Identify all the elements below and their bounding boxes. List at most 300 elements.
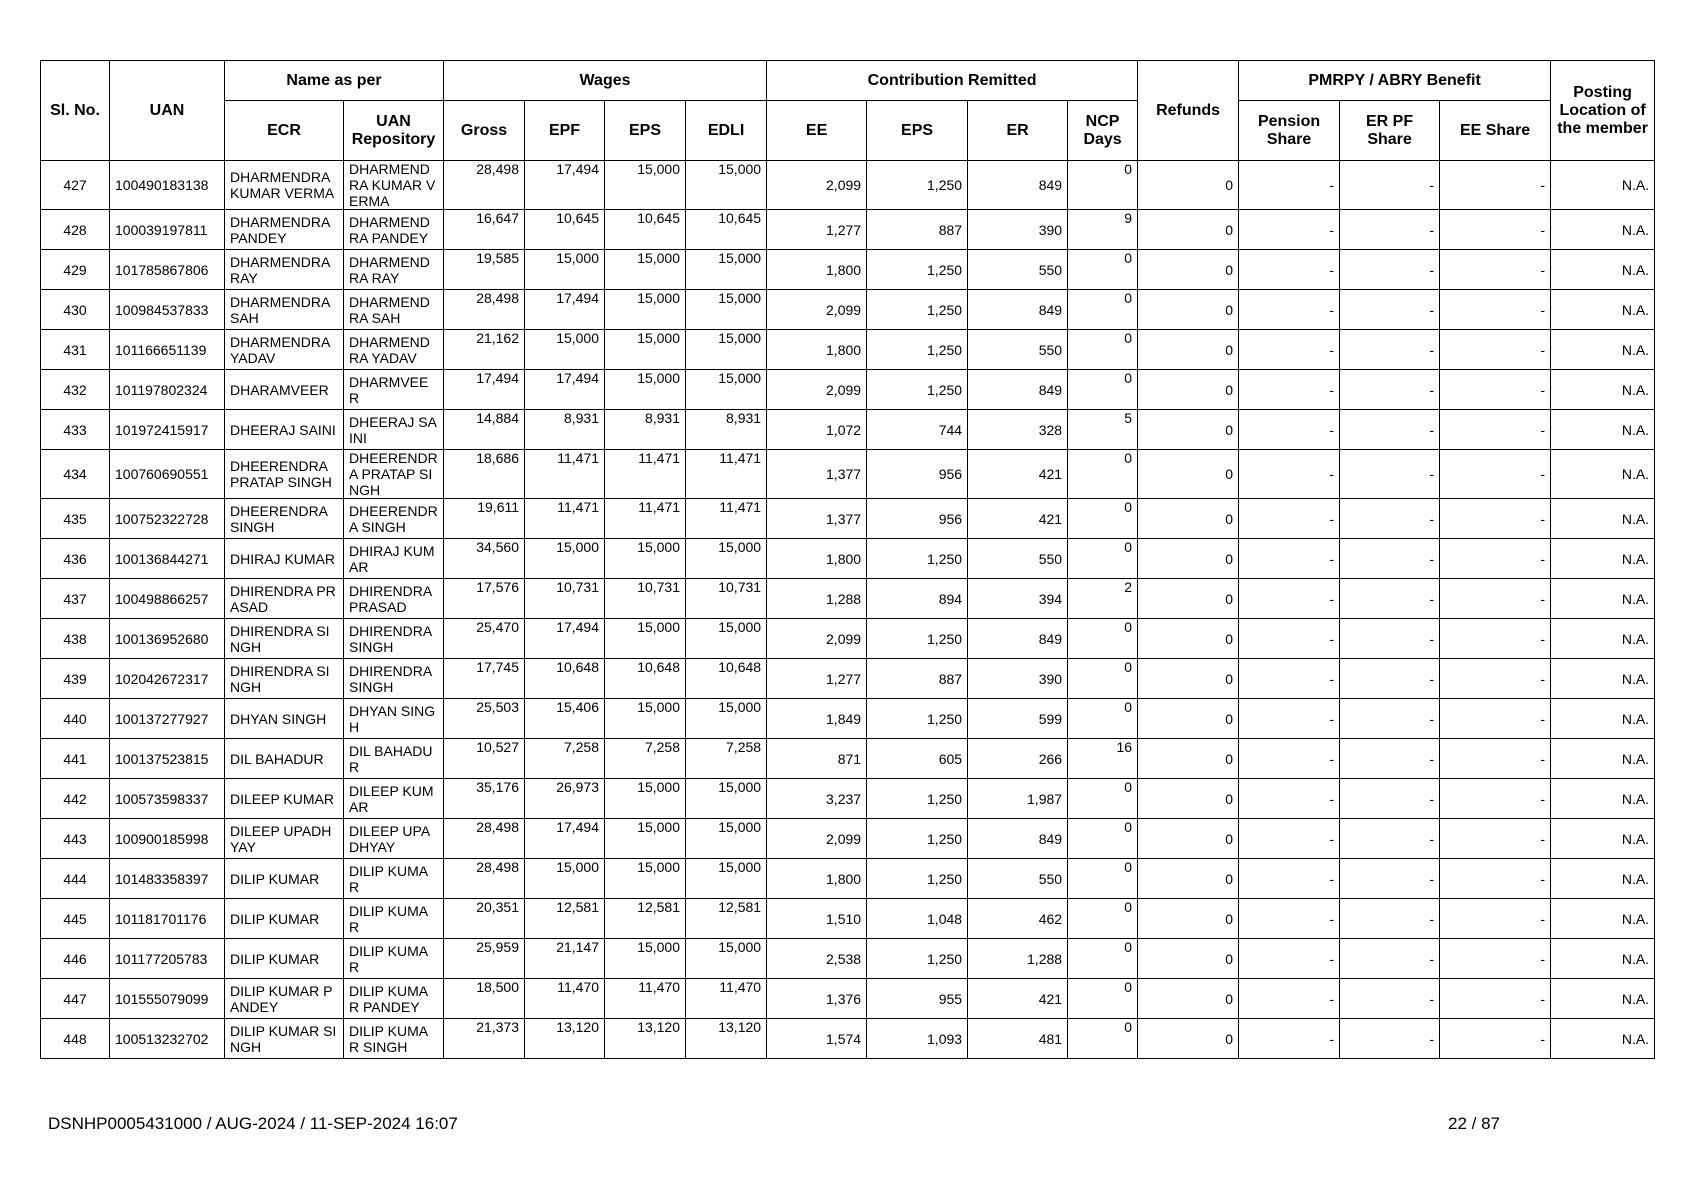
cell-ee: 1,377	[767, 450, 867, 499]
cell-contrib-eps: 605	[867, 739, 968, 779]
cell-eps: 15,000	[605, 819, 686, 859]
cell-ee: 1,800	[767, 859, 867, 899]
cell-edli: 7,258	[686, 739, 767, 779]
cell-ncp-days: 0	[1068, 939, 1138, 979]
cell-sl-no: 445	[41, 899, 110, 939]
cell-ee: 1,288	[767, 579, 867, 619]
cell-ecr-name: DHIRENDRA PRASAD	[225, 579, 344, 619]
cell-er: 550	[968, 330, 1068, 370]
cell-er: 550	[968, 859, 1068, 899]
cell-ee: 2,099	[767, 290, 867, 330]
cell-ncp-days: 0	[1068, 370, 1138, 410]
cell-pension-share: -	[1239, 699, 1340, 739]
cell-refunds: 0	[1138, 979, 1239, 1019]
cell-eps: 11,470	[605, 979, 686, 1019]
cell-ee-share: -	[1440, 739, 1551, 779]
cell-gross: 10,527	[444, 739, 525, 779]
cell-ee: 1,574	[767, 1019, 867, 1059]
cell-edli: 15,000	[686, 539, 767, 579]
cell-refunds: 0	[1138, 330, 1239, 370]
cell-er: 849	[968, 290, 1068, 330]
group-pmrpy-abry: PMRPY / ABRY Benefit	[1239, 61, 1551, 101]
cell-edli: 15,000	[686, 939, 767, 979]
cell-ecr-name: DHARMENDRA PANDEY	[225, 210, 344, 250]
cell-pension-share: -	[1239, 739, 1340, 779]
cell-er-pf-share: -	[1340, 410, 1440, 450]
cell-edli: 11,471	[686, 450, 767, 499]
cell-pension-share: -	[1239, 659, 1340, 699]
cell-gross: 28,498	[444, 819, 525, 859]
cell-refunds: 0	[1138, 410, 1239, 450]
cell-ecr-name: DHARMENDRA YADAV	[225, 330, 344, 370]
col-pension-share: Pension Share	[1239, 101, 1340, 161]
cell-refunds: 0	[1138, 290, 1239, 330]
cell-pension-share: -	[1239, 210, 1340, 250]
col-edli: EDLI	[686, 101, 767, 161]
cell-uan-repository-name: DHARMENDRA PANDEY	[344, 210, 444, 250]
cell-edli: 15,000	[686, 330, 767, 370]
cell-ee: 1,277	[767, 210, 867, 250]
cell-ee: 1,376	[767, 979, 867, 1019]
cell-posting-location: N.A.	[1551, 699, 1655, 739]
cell-gross: 18,500	[444, 979, 525, 1019]
cell-pension-share: -	[1239, 1019, 1340, 1059]
cell-uan-repository-name: DHIRENDRA SINGH	[344, 619, 444, 659]
cell-ncp-days: 9	[1068, 210, 1138, 250]
col-ncp-days: NCP Days	[1068, 101, 1138, 161]
cell-epf: 10,645	[525, 210, 605, 250]
cell-eps: 12,581	[605, 899, 686, 939]
col-eps: EPS	[605, 101, 686, 161]
table-row	[41, 161, 1655, 210]
cell-edli: 8,931	[686, 410, 767, 450]
cell-pension-share: -	[1239, 619, 1340, 659]
cell-contrib-eps: 1,250	[867, 619, 968, 659]
cell-ncp-days: 0	[1068, 979, 1138, 1019]
cell-edli: 15,000	[686, 250, 767, 290]
cell-gross: 34,560	[444, 539, 525, 579]
cell-uan-repository-name: DHIRENDRA PRASAD	[344, 579, 444, 619]
table-row	[41, 450, 1655, 499]
cell-uan-repository-name: DHEERAJ SAINI	[344, 410, 444, 450]
cell-contrib-eps: 887	[867, 210, 968, 250]
cell-edli: 12,581	[686, 899, 767, 939]
cell-ee-share: -	[1440, 410, 1551, 450]
cell-epf: 15,406	[525, 699, 605, 739]
cell-gross: 20,351	[444, 899, 525, 939]
cell-eps: 15,000	[605, 939, 686, 979]
cell-eps: 15,000	[605, 539, 686, 579]
cell-sl-no: 433	[41, 410, 110, 450]
cell-uan: 101555079099	[110, 979, 225, 1019]
cell-ecr-name: DILIP KUMAR SINGH	[225, 1019, 344, 1059]
cell-er: 1,987	[968, 779, 1068, 819]
cell-edli: 15,000	[686, 779, 767, 819]
cell-eps: 10,645	[605, 210, 686, 250]
cell-posting-location: N.A.	[1551, 939, 1655, 979]
cell-eps: 7,258	[605, 739, 686, 779]
cell-ncp-days: 0	[1068, 539, 1138, 579]
cell-refunds: 0	[1138, 859, 1239, 899]
cell-uan: 100039197811	[110, 210, 225, 250]
cell-refunds: 0	[1138, 450, 1239, 499]
cell-eps: 15,000	[605, 859, 686, 899]
cell-contrib-eps: 1,250	[867, 699, 968, 739]
table-row	[41, 290, 1655, 330]
cell-contrib-eps: 744	[867, 410, 968, 450]
cell-uan: 101177205783	[110, 939, 225, 979]
cell-sl-no: 441	[41, 739, 110, 779]
cell-ecr-name: DHARMENDRA KUMAR VERMA	[225, 161, 344, 210]
cell-uan: 101785867806	[110, 250, 225, 290]
cell-pension-share: -	[1239, 939, 1340, 979]
cell-pension-share: -	[1239, 579, 1340, 619]
col-er-pf-share: ER PF Share	[1340, 101, 1440, 161]
cell-eps: 15,000	[605, 290, 686, 330]
cell-edli: 10,648	[686, 659, 767, 699]
cell-er-pf-share: -	[1340, 819, 1440, 859]
cell-er-pf-share: -	[1340, 1019, 1440, 1059]
cell-ee-share: -	[1440, 450, 1551, 499]
cell-eps: 15,000	[605, 699, 686, 739]
cell-ecr-name: DHIRENDRA SINGH	[225, 659, 344, 699]
cell-ee-share: -	[1440, 330, 1551, 370]
cell-eps: 15,000	[605, 779, 686, 819]
table-row	[41, 619, 1655, 659]
cell-sl-no: 437	[41, 579, 110, 619]
cell-contrib-eps: 894	[867, 579, 968, 619]
cell-uan-repository-name: DHIRAJ KUMAR	[344, 539, 444, 579]
cell-ncp-days: 2	[1068, 579, 1138, 619]
table-row	[41, 250, 1655, 290]
cell-sl-no: 446	[41, 939, 110, 979]
cell-refunds: 0	[1138, 579, 1239, 619]
cell-sl-no: 438	[41, 619, 110, 659]
cell-edli: 15,000	[686, 699, 767, 739]
cell-epf: 8,931	[525, 410, 605, 450]
table-row	[41, 410, 1655, 450]
cell-uan-repository-name: DHYAN SINGH	[344, 699, 444, 739]
cell-ecr-name: DHARMENDRA SAH	[225, 290, 344, 330]
cell-ncp-days: 0	[1068, 290, 1138, 330]
cell-er: 421	[968, 979, 1068, 1019]
cell-uan-repository-name: DILEEP KUMAR	[344, 779, 444, 819]
cell-sl-no: 443	[41, 819, 110, 859]
cell-epf: 7,258	[525, 739, 605, 779]
cell-er-pf-share: -	[1340, 499, 1440, 539]
cell-pension-share: -	[1239, 859, 1340, 899]
cell-er-pf-share: -	[1340, 619, 1440, 659]
cell-epf: 10,731	[525, 579, 605, 619]
col-ee-share: EE Share	[1440, 101, 1551, 161]
cell-uan-repository-name: DILIP KUMAR	[344, 899, 444, 939]
cell-edli: 15,000	[686, 370, 767, 410]
cell-posting-location: N.A.	[1551, 659, 1655, 699]
cell-er: 1,288	[968, 939, 1068, 979]
cell-ee-share: -	[1440, 699, 1551, 739]
cell-er: 421	[968, 450, 1068, 499]
cell-er: 550	[968, 539, 1068, 579]
cell-epf: 13,120	[525, 1019, 605, 1059]
cell-uan: 100513232702	[110, 1019, 225, 1059]
cell-eps: 13,120	[605, 1019, 686, 1059]
cell-er: 266	[968, 739, 1068, 779]
cell-posting-location: N.A.	[1551, 859, 1655, 899]
cell-sl-no: 428	[41, 210, 110, 250]
cell-sl-no: 430	[41, 290, 110, 330]
table-row	[41, 979, 1655, 1019]
group-name-as-per: Name as per	[225, 61, 444, 101]
cell-gross: 19,585	[444, 250, 525, 290]
cell-ee: 871	[767, 739, 867, 779]
cell-uan: 100900185998	[110, 819, 225, 859]
cell-ee: 1,277	[767, 659, 867, 699]
cell-posting-location: N.A.	[1551, 1019, 1655, 1059]
cell-er: 849	[968, 619, 1068, 659]
col-er: ER	[968, 101, 1068, 161]
col-ee: EE	[767, 101, 867, 161]
cell-uan: 100984537833	[110, 290, 225, 330]
cell-uan-repository-name: DHARMENDRA RAY	[344, 250, 444, 290]
cell-posting-location: N.A.	[1551, 819, 1655, 859]
cell-pension-share: -	[1239, 370, 1340, 410]
cell-gross: 18,686	[444, 450, 525, 499]
cell-contrib-eps: 887	[867, 659, 968, 699]
cell-ee: 2,099	[767, 619, 867, 659]
cell-ecr-name: DILEEP UPADHYAY	[225, 819, 344, 859]
cell-eps: 11,471	[605, 499, 686, 539]
table-row	[41, 210, 1655, 250]
cell-uan: 100498866257	[110, 579, 225, 619]
cell-er: 328	[968, 410, 1068, 450]
cell-er-pf-share: -	[1340, 579, 1440, 619]
cell-contrib-eps: 1,250	[867, 819, 968, 859]
cell-edli: 15,000	[686, 290, 767, 330]
cell-edli: 10,645	[686, 210, 767, 250]
cell-refunds: 0	[1138, 939, 1239, 979]
cell-posting-location: N.A.	[1551, 539, 1655, 579]
cell-eps: 10,731	[605, 579, 686, 619]
cell-ecr-name: DIL BAHADUR	[225, 739, 344, 779]
cell-epf: 11,470	[525, 979, 605, 1019]
cell-ee: 1,849	[767, 699, 867, 739]
cell-gross: 21,162	[444, 330, 525, 370]
cell-er: 550	[968, 250, 1068, 290]
cell-edli: 11,470	[686, 979, 767, 1019]
cell-eps: 15,000	[605, 250, 686, 290]
cell-er-pf-share: -	[1340, 290, 1440, 330]
cell-er-pf-share: -	[1340, 250, 1440, 290]
cell-ee: 3,237	[767, 779, 867, 819]
cell-pension-share: -	[1239, 410, 1340, 450]
table-row	[41, 539, 1655, 579]
cell-ncp-days: 16	[1068, 739, 1138, 779]
cell-sl-no: 448	[41, 1019, 110, 1059]
cell-refunds: 0	[1138, 210, 1239, 250]
col-epf: EPF	[525, 101, 605, 161]
cell-pension-share: -	[1239, 819, 1340, 859]
cell-ecr-name: DILIP KUMAR PANDEY	[225, 979, 344, 1019]
cell-uan-repository-name: DHEERENDRA SINGH	[344, 499, 444, 539]
cell-epf: 11,471	[525, 450, 605, 499]
cell-edli: 13,120	[686, 1019, 767, 1059]
cell-contrib-eps: 1,250	[867, 370, 968, 410]
cell-ecr-name: DHEERAJ SAINI	[225, 410, 344, 450]
cell-ecr-name: DHARAMVEER	[225, 370, 344, 410]
cell-refunds: 0	[1138, 370, 1239, 410]
cell-ee-share: -	[1440, 1019, 1551, 1059]
table-row	[41, 939, 1655, 979]
table-row	[41, 739, 1655, 779]
cell-uan: 100490183138	[110, 161, 225, 210]
group-contribution-remitted: Contribution Remitted	[767, 61, 1138, 101]
cell-pension-share: -	[1239, 330, 1340, 370]
cell-gross: 25,470	[444, 619, 525, 659]
cell-refunds: 0	[1138, 499, 1239, 539]
cell-gross: 28,498	[444, 859, 525, 899]
cell-uan-repository-name: DHEERENDRA PRATAP SINGH	[344, 450, 444, 499]
cell-gross: 35,176	[444, 779, 525, 819]
cell-contrib-eps: 956	[867, 499, 968, 539]
cell-epf: 17,494	[525, 819, 605, 859]
cell-ecr-name: DHARMENDRA RAY	[225, 250, 344, 290]
cell-ncp-days: 0	[1068, 859, 1138, 899]
cell-gross: 25,503	[444, 699, 525, 739]
cell-gross: 21,373	[444, 1019, 525, 1059]
cell-uan: 101166651139	[110, 330, 225, 370]
cell-er: 421	[968, 499, 1068, 539]
cell-ee-share: -	[1440, 579, 1551, 619]
cell-posting-location: N.A.	[1551, 779, 1655, 819]
cell-pension-share: -	[1239, 450, 1340, 499]
cell-uan-repository-name: DILIP KUMAR	[344, 939, 444, 979]
cell-er: 849	[968, 370, 1068, 410]
cell-sl-no: 440	[41, 699, 110, 739]
cell-er-pf-share: -	[1340, 330, 1440, 370]
cell-ee-share: -	[1440, 619, 1551, 659]
cell-refunds: 0	[1138, 1019, 1239, 1059]
cell-gross: 28,498	[444, 161, 525, 210]
cell-ee: 1,072	[767, 410, 867, 450]
cell-ee: 2,099	[767, 370, 867, 410]
cell-contrib-eps: 955	[867, 979, 968, 1019]
cell-ncp-days: 0	[1068, 779, 1138, 819]
table-body	[41, 161, 1655, 1059]
col-ecr: ECR	[225, 101, 344, 161]
cell-uan-repository-name: DHARMVEER	[344, 370, 444, 410]
col-uan-repository: UAN Repository	[344, 101, 444, 161]
cell-uan: 101483358397	[110, 859, 225, 899]
cell-ncp-days: 0	[1068, 450, 1138, 499]
cell-uan-repository-name: DHARMENDRA YADAV	[344, 330, 444, 370]
cell-ncp-days: 0	[1068, 659, 1138, 699]
cell-gross: 19,611	[444, 499, 525, 539]
cell-ee: 2,538	[767, 939, 867, 979]
cell-ncp-days: 0	[1068, 499, 1138, 539]
cell-er-pf-share: -	[1340, 779, 1440, 819]
cell-uan: 100573598337	[110, 779, 225, 819]
cell-posting-location: N.A.	[1551, 410, 1655, 450]
cell-posting-location: N.A.	[1551, 899, 1655, 939]
cell-edli: 15,000	[686, 619, 767, 659]
cell-posting-location: N.A.	[1551, 290, 1655, 330]
cell-er-pf-share: -	[1340, 859, 1440, 899]
cell-ee: 1,800	[767, 539, 867, 579]
cell-refunds: 0	[1138, 539, 1239, 579]
cell-sl-no: 427	[41, 161, 110, 210]
cell-contrib-eps: 1,250	[867, 539, 968, 579]
cell-er-pf-share: -	[1340, 450, 1440, 499]
cell-refunds: 0	[1138, 250, 1239, 290]
cell-er-pf-share: -	[1340, 370, 1440, 410]
cell-gross: 14,884	[444, 410, 525, 450]
table-row	[41, 499, 1655, 539]
cell-eps: 10,648	[605, 659, 686, 699]
cell-uan-repository-name: DILIP KUMAR	[344, 859, 444, 899]
cell-er-pf-share: -	[1340, 979, 1440, 1019]
cell-er: 481	[968, 1019, 1068, 1059]
cell-ecr-name: DHIRENDRA SINGH	[225, 619, 344, 659]
contribution-table	[40, 60, 1655, 1059]
table-row	[41, 859, 1655, 899]
cell-ee: 1,800	[767, 330, 867, 370]
cell-contrib-eps: 1,250	[867, 939, 968, 979]
cell-refunds: 0	[1138, 619, 1239, 659]
cell-er: 390	[968, 210, 1068, 250]
cell-gross: 16,647	[444, 210, 525, 250]
cell-ncp-days: 0	[1068, 699, 1138, 739]
cell-ee-share: -	[1440, 370, 1551, 410]
cell-ee-share: -	[1440, 819, 1551, 859]
table-row	[41, 370, 1655, 410]
page-number: 22 / 87	[1448, 1114, 1500, 1133]
cell-ncp-days: 0	[1068, 1019, 1138, 1059]
cell-eps: 15,000	[605, 370, 686, 410]
cell-epf: 15,000	[525, 330, 605, 370]
cell-refunds: 0	[1138, 659, 1239, 699]
cell-uan: 100752322728	[110, 499, 225, 539]
cell-epf: 15,000	[525, 539, 605, 579]
cell-ncp-days: 0	[1068, 899, 1138, 939]
cell-eps: 15,000	[605, 330, 686, 370]
cell-er: 849	[968, 819, 1068, 859]
cell-ecr-name: DILIP KUMAR	[225, 939, 344, 979]
cell-posting-location: N.A.	[1551, 210, 1655, 250]
cell-ee-share: -	[1440, 161, 1551, 210]
cell-contrib-eps: 1,250	[867, 161, 968, 210]
col-posting-location: Posting Location of the member	[1551, 61, 1655, 161]
cell-contrib-eps: 1,250	[867, 859, 968, 899]
cell-ecr-name: DHEERENDRA SINGH	[225, 499, 344, 539]
group-wages: Wages	[444, 61, 767, 101]
cell-refunds: 0	[1138, 779, 1239, 819]
cell-sl-no: 435	[41, 499, 110, 539]
cell-eps: 8,931	[605, 410, 686, 450]
cell-posting-location: N.A.	[1551, 450, 1655, 499]
table-row	[41, 699, 1655, 739]
cell-edli: 11,471	[686, 499, 767, 539]
cell-pension-share: -	[1239, 250, 1340, 290]
cell-uan-repository-name: DILEEP UPADHYAY	[344, 819, 444, 859]
cell-uan: 100136952680	[110, 619, 225, 659]
cell-sl-no: 434	[41, 450, 110, 499]
cell-er-pf-share: -	[1340, 161, 1440, 210]
cell-epf: 17,494	[525, 290, 605, 330]
cell-contrib-eps: 1,250	[867, 250, 968, 290]
cell-ee-share: -	[1440, 210, 1551, 250]
cell-er: 849	[968, 161, 1068, 210]
cell-edli: 15,000	[686, 859, 767, 899]
